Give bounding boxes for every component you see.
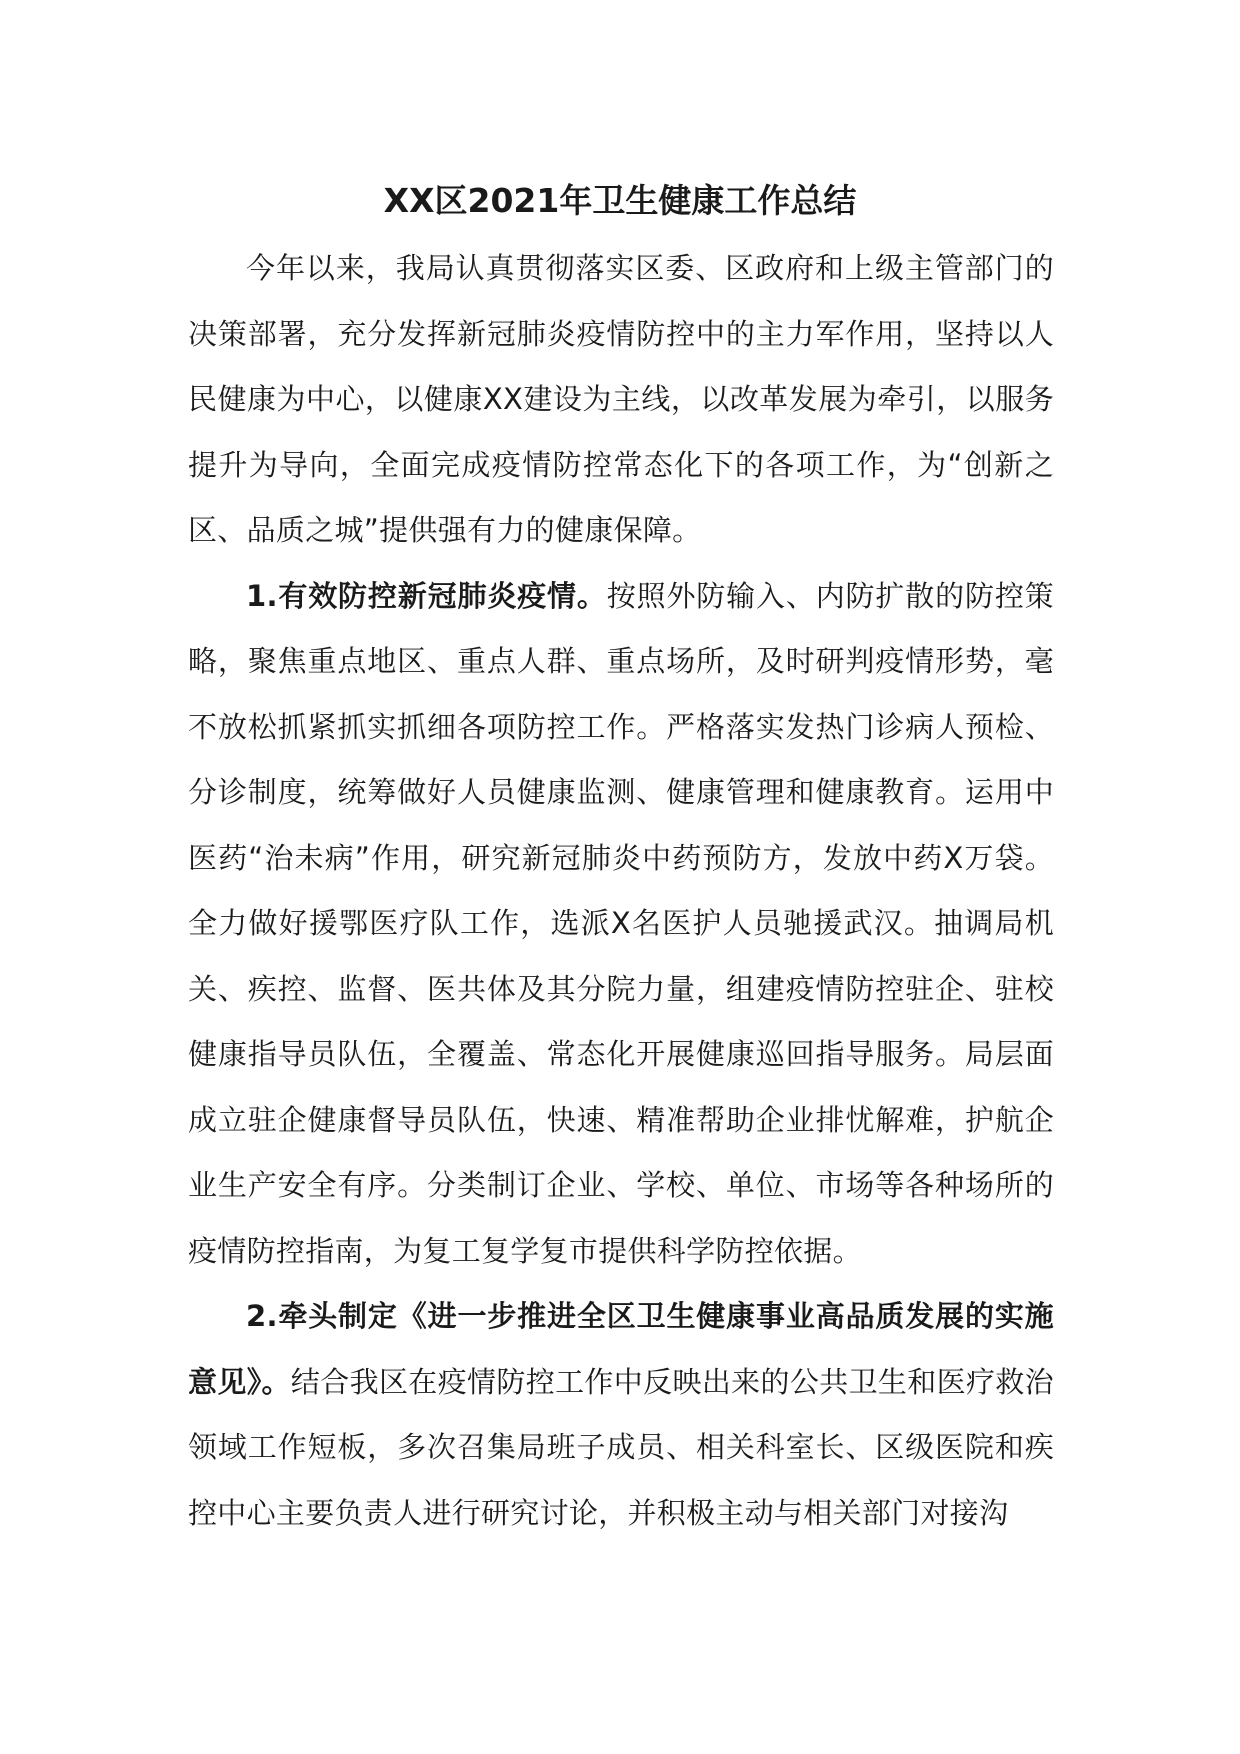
paragraph-epidemic-control — [188, 564, 1054, 1285]
paragraph-lead: 1.有效防控新冠肺炎疫情。 — [246, 578, 607, 613]
paragraph-text: 按照外防输入、内防扩散的防控策略，聚焦重点地区、重点人群、重点场所，及时研判疫情形势，毫不放松抓紧抓实抓细各项防控工作。严格落实发热门诊病人预检、分诊制度，统筹做好人员健康监测、健康管理和健康教育。运用中医药“治未病”作用，研究新冠肺炎中药预防方，发放中药X万袋。全力做好援鄂医疗队工作，选派X名医护人员驰援武汉。抽调局机关、疾控、监督、医共体及其分院力量，组建疫情防控驻企、驻校健康指导员队伍，全覆盖、常态化开展健康巡回指导服务。局层面成立驻企健康督导员队伍，快速、精准帮助企业排忧解难，护航企业生产安全有序。分类制订企业、学校、单位、市场等各种场所的疫情防控指南，为复工复学复市提供科学防控依据。 — [188, 578, 1054, 1268]
paragraph-implementation-opinion — [188, 1284, 1054, 1546]
paragraph-text: 结合我区在疫情防控工作中反映出来的公共卫生和医疗救治领域工作短板，多次召集局班子成员、相关科室长、区级医院和疾控中心主要负责人进行研究讨论，并积极主动与相关部门对接沟 — [188, 1364, 1054, 1530]
paragraph-intro — [188, 236, 1054, 564]
document-body — [188, 236, 1054, 1546]
document-title: XX区2021年卫生健康工作总结 — [383, 181, 857, 220]
paragraph-text: 今年以来，我局认真贯彻落实区委、区政府和上级主管部门的决策部署，充分发挥新冠肺炎疫情防控中的主力军作用，坚持以人民健康为中心，以健康XX建设为主线，以改革发展为牵引，以服务提升为导向，全面完成疫情防控常态化下的各项工作，为“创新之区、品质之城”提供强有力的健康保障。 — [188, 251, 1054, 547]
paragraph-lead: 2.牵头制定《进一步推进全区卫生健康事业高品质发展的实施意见》。 — [188, 1299, 1054, 1399]
